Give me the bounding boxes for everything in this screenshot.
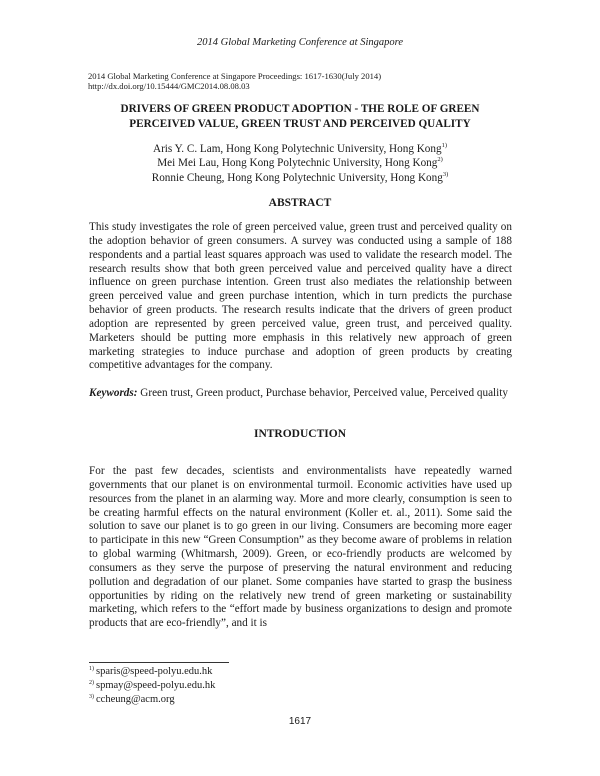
keywords-text: Green trust, Green product, Purchase behavior, Perceived value, Perceived quality xyxy=(137,387,508,399)
running-head: 2014 Global Marketing Conference at Singapore xyxy=(197,37,403,48)
abstract-text: This study investigates the role of green perceived value, green trust and perceived quality on the adoption behavior of green consumers. A survey was conducted using a sample of 188 respondents and a partial least squares approach was used to validate the research model. The research results show that both green perceived value and perceived quality have a direct influence on green purchase intention. Green trust also mediates the relationship between green perceived value and green purchase intention, which in turn predicts the purchase behavior of green products. The research results indicate that the drivers of green product adoption are represented by green perceived value, green trust, and perceived quality. Marketers should be putting more emphasis in this relatively new approach of green marketing strategies to induce purchase and adoption of green products by creating competitive advantages for the company. xyxy=(89,221,512,372)
keywords xyxy=(89,387,512,401)
introduction-heading: INTRODUCTION xyxy=(253,428,346,440)
footnote-mark: 2) xyxy=(89,680,94,686)
citation-line: 2014 Global Marketing Conference at Singapore Proceedings: 1617-1630(July 2014) xyxy=(88,71,382,81)
footnote-item xyxy=(89,693,215,707)
author-footnote-mark: 3) xyxy=(442,170,449,178)
footnotes xyxy=(89,665,215,707)
abstract-heading: ABSTRACT xyxy=(268,197,332,209)
title-line-2: PERCEIVED VALUE, GREEN TRUST AND PERCEIVED QUALITY xyxy=(129,117,471,130)
author-line xyxy=(60,171,540,185)
footnote-divider xyxy=(89,662,229,663)
footnote-email[interactable]: sparis@speed-polyu.edu.hk xyxy=(96,666,213,677)
author-list xyxy=(60,142,540,185)
introduction-text: For the past few decades, scientists and environmentalists have repeatedly warned governments that our planet is on environmental turmoil. Economic activities have used up resources from the planet in an alarming way. More and more clearly, consumption is seen to be creating harmful effects on the natural environment (Koller et. al., 2011). Some said the solution to save our planet is to go green in our living. Consumers are becoming more eager to participate in this new “Green Consumption” as they become aware of problems in relation to global warming (Whitmarsh, 2009). Green, or eco-friendly products are welcomed by consumers as they serve the purpose of preserving the natural environment and reducing pollution and degradation of our planet. Some companies have started to grasp the business opportunities by riding on the relatively new trend of green marketing or sustainability marketing, which refers to the “effort made by business organizations to design and promote products that are eco-friendly”, and it is xyxy=(89,465,512,630)
footnote-item xyxy=(89,665,215,679)
author-footnote-mark: 2) xyxy=(437,156,443,164)
author-line xyxy=(60,142,540,156)
footnote-email[interactable]: ccheung@acm.org xyxy=(96,694,175,705)
author-affiliation: Ronnie Cheung, Hong Kong Polytechnic University, Hong Kong xyxy=(151,171,443,184)
author-footnote-mark: 1) xyxy=(441,142,447,149)
keywords-label: Keywords: xyxy=(89,387,138,399)
citation-block xyxy=(88,71,381,91)
footnote-item xyxy=(89,679,215,693)
author-affiliation: Mei Mei Lau, Hong Kong Polytechnic University, Hong Kong xyxy=(157,157,438,170)
footnote-email[interactable]: spmay@speed-polyu.edu.hk xyxy=(96,680,216,691)
title-line-1: DRIVERS OF GREEN PRODUCT ADOPTION - THE ROLE OF GREEN xyxy=(120,103,480,115)
footnote-mark: 3) xyxy=(89,694,94,700)
author-line xyxy=(60,156,540,170)
author-affiliation: Aris Y. C. Lam, Hong Kong Polytechnic University, Hong Kong xyxy=(153,143,442,155)
doi-link[interactable]: http://dx.doi.org/10.15444/GMC2014.08.08.03 xyxy=(88,81,250,91)
page-number: 1617 xyxy=(288,716,312,727)
paper-title xyxy=(80,102,520,131)
footnote-mark: 1) xyxy=(89,666,94,672)
